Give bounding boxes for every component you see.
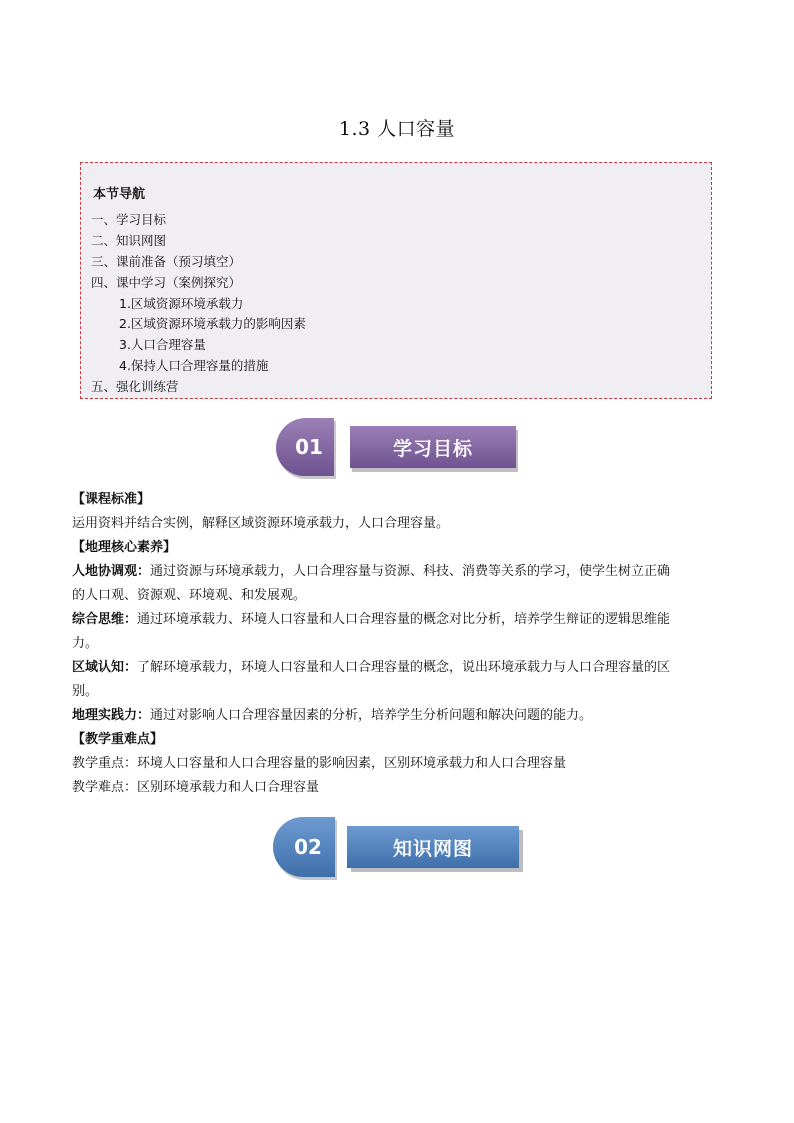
nav-heading: 本节导航 (93, 187, 146, 202)
nav-subitem[interactable]: 2.区域资源环境承载力的影响因素 (119, 316, 306, 332)
nav-item[interactable]: 五、强化训练营 (91, 379, 179, 395)
nav-item[interactable]: 三、课前准备（预习填空） (91, 253, 242, 269)
key-point: 教学重点：环境人口容量和人口合理容量的影响因素，区别环境承载力和人口合理容量 (72, 756, 567, 771)
core-text-cont: 力。 (72, 636, 99, 651)
core-text: 了解环境承载力，环境人口容量和人口合理容量的概念，说出环境承载力与人口合理容量的区 (137, 660, 671, 675)
nav-list (91, 210, 306, 398)
core-item (72, 704, 732, 728)
page-title: 1.3 人口容量 (338, 118, 456, 140)
core-text-cont: 别。 (72, 684, 99, 699)
nav-item[interactable]: 一、学习目标 (91, 212, 167, 227)
core-label: 人地协调观： (72, 564, 151, 579)
key-difficulty: 教学难点：区别环境承载力和人口合理容量 (72, 780, 320, 795)
core-text-cont: 的人口观、资源观、环境观、和发展观。 (72, 588, 307, 603)
nav-item[interactable]: 四、课中学习（案例探究） (91, 274, 242, 290)
heading-standard: 【课程标准】 (72, 492, 151, 507)
core-item (72, 560, 732, 584)
core-text: 通过对影响人口合理容量因素的分析，培养学生分析问题和解决问题的能力。 (150, 708, 593, 723)
badge-number: 01 (295, 435, 323, 459)
section-badge-02 (271, 817, 527, 879)
content-body (72, 488, 732, 800)
nav-subitem[interactable]: 3.人口合理容量 (119, 337, 206, 353)
nav-subitem[interactable]: 1.区域资源环境承载力 (119, 295, 244, 311)
nav-subitem[interactable]: 4.保持人口合理容量的措施 (119, 358, 269, 374)
core-text: 通过资源与环境承载力，人口合理容量与资源、科技、消费等关系的学习，使学生树立正确 (150, 564, 671, 579)
core-label: 综合思维： (72, 612, 138, 627)
section-navigation-box (80, 162, 712, 399)
nav-item[interactable]: 二、知识网图 (91, 232, 167, 248)
badge-number: 02 (294, 835, 322, 859)
badge-label: 知识网图 (392, 838, 473, 860)
core-item (72, 608, 732, 632)
heading-key-points: 【教学重难点】 (72, 732, 164, 747)
badge-label: 学习目标 (392, 438, 473, 460)
section-badge-01 (274, 418, 524, 478)
core-text: 通过环境承载力、环境人口容量和人口合理容量的概念对比分析，培养学生辩证的逻辑思维能 (137, 612, 671, 627)
core-label: 地理实践力： (72, 708, 151, 723)
heading-core: 【地理核心素养】 (72, 540, 177, 555)
core-label: 区域认知： (72, 660, 138, 675)
standard-text: 运用资料并结合实例，解释区域资源环境承载力，人口合理容量。 (72, 516, 450, 531)
core-item (72, 656, 732, 680)
